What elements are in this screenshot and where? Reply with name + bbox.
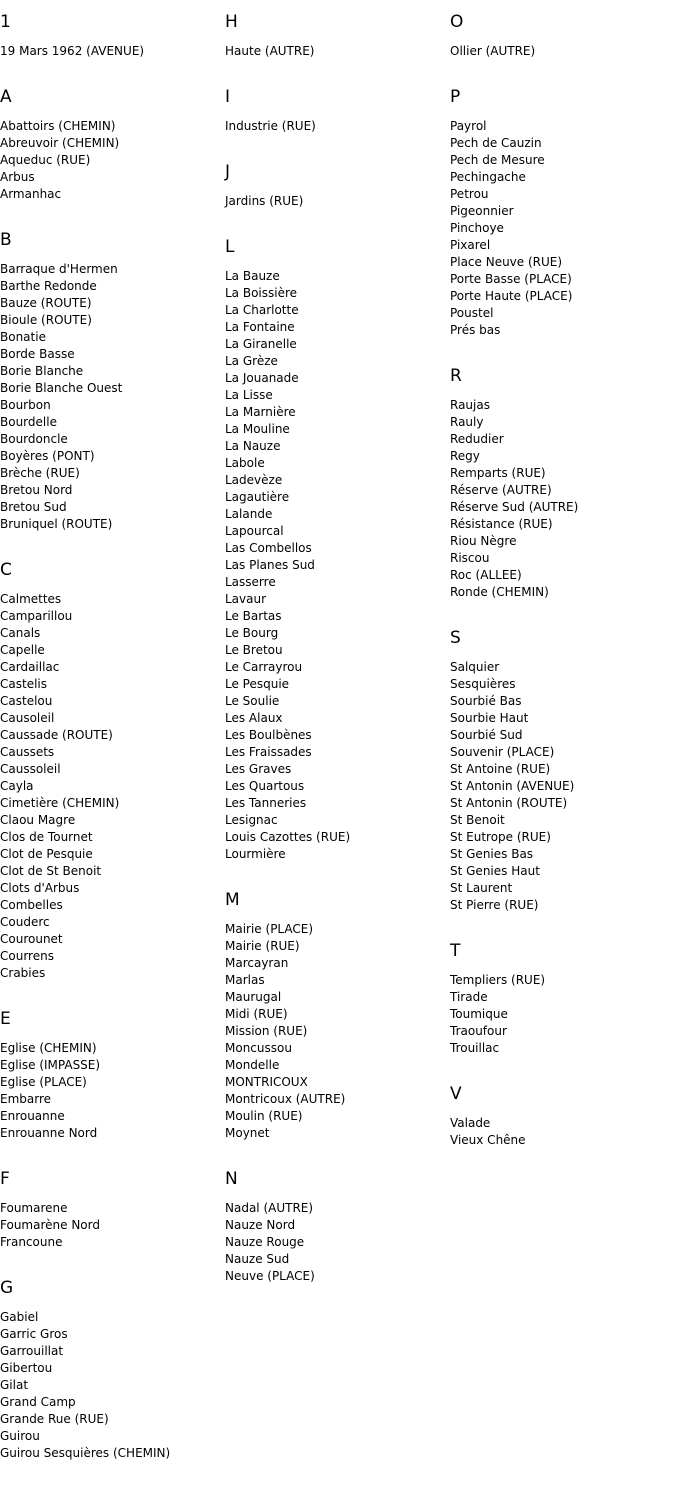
street-link[interactable]: Barraque d'Hermen	[0, 262, 118, 276]
street-list	[450, 1115, 670, 1149]
street-list	[0, 1309, 220, 1462]
street-link[interactable]: Garrouillat	[0, 1344, 64, 1358]
street-link[interactable]: 19 Mars 1962 (AVENUE)	[0, 44, 145, 58]
street-link[interactable]: Clos de Tournet	[0, 830, 93, 844]
section-letter-heading: A	[0, 87, 12, 107]
section-letter-heading: C	[0, 560, 12, 580]
letter-section-o	[450, 11, 670, 60]
street-link[interactable]: Crabies	[0, 966, 46, 980]
street-link[interactable]: Pechingache	[450, 170, 526, 184]
street-link[interactable]: Montricoux (AUTRE)	[225, 1092, 346, 1106]
street-link[interactable]: Bruniquel (ROUTE)	[0, 517, 113, 531]
street-link[interactable]: Vieux Chêne	[450, 1133, 526, 1147]
section-letter-heading: N	[225, 1169, 238, 1189]
section-letter-heading: O	[450, 12, 464, 32]
street-list	[450, 659, 670, 914]
letter-section-j	[225, 161, 445, 210]
street-link[interactable]: Roc (ALLEE)	[450, 568, 522, 582]
street-link[interactable]: Boyères (PONT)	[0, 449, 95, 463]
street-list	[225, 193, 445, 210]
street-link[interactable]: Camparillou	[0, 609, 73, 623]
section-letter-heading: T	[450, 941, 461, 961]
street-link[interactable]: La Charlotte	[225, 303, 299, 317]
street-link[interactable]: Le Pesquie	[225, 677, 290, 691]
street-link[interactable]: Sourbie Haut	[450, 711, 529, 725]
street-link[interactable]: Moynet	[225, 1126, 270, 1140]
section-letter-heading: E	[0, 1009, 11, 1029]
street-link[interactable]: Les Fraissades	[225, 745, 312, 759]
street-list	[0, 1200, 220, 1251]
street-link[interactable]: Ollier (AUTRE)	[450, 44, 536, 58]
street-link[interactable]: Trouillac	[450, 1041, 500, 1055]
street-link[interactable]: Riscou	[450, 551, 490, 565]
street-link[interactable]: Armanhac	[0, 187, 62, 201]
street-link[interactable]: Salquier	[450, 660, 500, 674]
street-link[interactable]: Neuve (PLACE)	[225, 1269, 315, 1283]
letter-section-g	[0, 1277, 220, 1462]
letter-section-p	[450, 86, 670, 339]
street-link[interactable]: Calmettes	[0, 592, 62, 606]
street-link[interactable]: Les Tanneries	[225, 796, 307, 810]
letter-section-l	[225, 236, 445, 863]
section-letter-heading: B	[0, 230, 12, 250]
street-link[interactable]: Borie Blanche Ouest	[0, 381, 123, 395]
street-list	[225, 921, 445, 1142]
street-link[interactable]: Les Alaux	[225, 711, 283, 725]
letter-section-c	[0, 559, 220, 982]
street-link[interactable]: La Boissière	[225, 286, 298, 300]
street-link[interactable]: Courounet	[0, 932, 63, 946]
street-link[interactable]: Tirade	[450, 990, 488, 1004]
street-index-column-1	[0, 11, 220, 1488]
street-link[interactable]: St Genies Bas	[450, 847, 534, 861]
street-link[interactable]: Midi (RUE)	[225, 1007, 288, 1021]
street-link[interactable]: La Marnière	[225, 405, 296, 419]
street-link[interactable]: Lalande	[225, 507, 273, 521]
street-link[interactable]: St Antoine (RUE)	[450, 762, 551, 776]
street-link[interactable]: Pigeonnier	[450, 204, 514, 218]
street-link[interactable]: Enrouanne Nord	[0, 1126, 98, 1140]
street-link[interactable]: Causoleil	[0, 711, 55, 725]
street-link[interactable]: Mission (RUE)	[225, 1024, 308, 1038]
street-link[interactable]: Brèche (RUE)	[0, 466, 80, 480]
street-index-column-2	[225, 11, 445, 1311]
street-link[interactable]: Place Neuve (RUE)	[450, 255, 563, 269]
street-link[interactable]: Cimetière (CHEMIN)	[0, 796, 120, 810]
street-link[interactable]: Rauly	[450, 415, 484, 429]
street-link[interactable]: Le Bartas	[225, 609, 282, 623]
street-link[interactable]: MONTRICOUX	[225, 1075, 308, 1089]
street-link[interactable]: Aqueduc (RUE)	[0, 153, 91, 167]
street-link[interactable]: Nauze Sud	[225, 1252, 290, 1266]
street-link[interactable]: Toumique	[450, 1007, 508, 1021]
street-link[interactable]: St Antonin (ROUTE)	[450, 796, 568, 810]
street-link[interactable]: Guirou Sesquières (CHEMIN)	[0, 1446, 171, 1460]
street-list	[225, 43, 445, 60]
street-link[interactable]: Le Bretou	[225, 643, 283, 657]
street-list	[450, 397, 670, 601]
street-list	[0, 118, 220, 203]
street-link[interactable]: Bioule (ROUTE)	[0, 313, 92, 327]
street-link[interactable]: St Genies Haut	[450, 864, 540, 878]
street-link[interactable]: Pinchoye	[450, 221, 504, 235]
street-link[interactable]: Grande Rue (RUE)	[0, 1412, 109, 1426]
street-link[interactable]: Sourbié Sud	[450, 728, 523, 742]
street-link[interactable]: Le Soulie	[225, 694, 280, 708]
street-link[interactable]: La Mouline	[225, 422, 290, 436]
street-link[interactable]: Bretou Nord	[0, 483, 73, 497]
street-link[interactable]: Gilat	[0, 1378, 29, 1392]
street-link[interactable]: Marcayran	[225, 956, 289, 970]
letter-section-v	[450, 1083, 670, 1149]
street-link[interactable]: Ladevèze	[225, 473, 283, 487]
street-link[interactable]: Couderc	[0, 915, 50, 929]
street-link[interactable]: Petrou	[450, 187, 489, 201]
street-link[interactable]: Lapourcal	[225, 524, 284, 538]
street-link[interactable]: Clot de St Benoit	[0, 864, 102, 878]
section-letter-heading: L	[225, 237, 235, 257]
street-link[interactable]: Bourdelle	[0, 415, 57, 429]
street-link[interactable]: La Giranelle	[225, 337, 297, 351]
street-link[interactable]: Redudier	[450, 432, 504, 446]
street-link[interactable]: Pixarel	[450, 238, 491, 252]
letter-section-m	[225, 889, 445, 1142]
street-link[interactable]: Sesquières	[450, 677, 516, 691]
street-link[interactable]: Abreuvoir (CHEMIN)	[0, 136, 120, 150]
street-link[interactable]: Labole	[225, 456, 265, 470]
street-link[interactable]: Bonatie	[0, 330, 46, 344]
street-link[interactable]: Les Quartous	[225, 779, 305, 793]
street-index-column-3	[450, 11, 670, 1175]
street-list	[450, 43, 670, 60]
street-link[interactable]: Réserve (AUTRE)	[450, 483, 552, 497]
street-list	[450, 118, 670, 339]
street-link[interactable]: Lagautière	[225, 490, 290, 504]
street-link[interactable]: Garric Gros	[0, 1327, 68, 1341]
street-link[interactable]: Foumarène Nord	[0, 1218, 100, 1232]
letter-section-e	[0, 1008, 220, 1142]
letter-section-s	[450, 627, 670, 914]
letter-section-b	[0, 229, 220, 533]
street-link[interactable]: Eglise (PLACE)	[0, 1075, 87, 1089]
street-link[interactable]: Castelou	[0, 694, 53, 708]
street-link[interactable]: Eglise (CHEMIN)	[0, 1041, 97, 1055]
street-link[interactable]: Castelis	[0, 677, 47, 691]
letter-section-n	[225, 1168, 445, 1285]
street-link[interactable]: Traoufour	[450, 1024, 507, 1038]
street-link[interactable]: Las Combellos	[225, 541, 312, 555]
street-link[interactable]: Les Graves	[225, 762, 292, 776]
street-link[interactable]: Lavaur	[225, 592, 267, 606]
street-link[interactable]: Borde Basse	[0, 347, 75, 361]
street-link[interactable]: Clot de Pesquie	[0, 847, 93, 861]
street-link[interactable]: Embarre	[0, 1092, 52, 1106]
street-link[interactable]: Les Boulbènes	[225, 728, 312, 742]
street-list	[450, 972, 670, 1057]
street-link[interactable]: Payrol	[450, 119, 487, 133]
section-letter-heading: V	[450, 1084, 462, 1104]
street-link[interactable]: Haute (AUTRE)	[225, 44, 315, 58]
street-link[interactable]: Foumarene	[0, 1201, 68, 1215]
street-link[interactable]: Remparts (RUE)	[450, 466, 546, 480]
street-link[interactable]: Moncussou	[225, 1041, 292, 1055]
street-list	[225, 1200, 445, 1285]
street-link[interactable]: Combelles	[0, 898, 63, 912]
street-link[interactable]: La Jouanade	[225, 371, 299, 385]
letter-section-i	[225, 86, 445, 135]
street-link[interactable]: Pech de Mesure	[450, 153, 545, 167]
street-link[interactable]: Las Planes Sud	[225, 558, 315, 572]
street-link[interactable]: Regy	[450, 449, 480, 463]
street-link[interactable]: La Grèze	[225, 354, 278, 368]
street-link[interactable]: Louis Cazottes (RUE)	[225, 830, 351, 844]
street-link[interactable]: Francoune	[0, 1235, 63, 1249]
street-link[interactable]: St Laurent	[450, 881, 513, 895]
street-link[interactable]: Caussets	[0, 745, 55, 759]
section-letter-heading: S	[450, 628, 461, 648]
street-link[interactable]: Clots d'Arbus	[0, 881, 80, 895]
street-link[interactable]: Courrens	[0, 949, 54, 963]
letter-section-h	[225, 11, 445, 60]
letter-section-r	[450, 365, 670, 601]
street-link[interactable]: Lourmière	[225, 847, 286, 861]
street-link[interactable]: Le Bourg	[225, 626, 279, 640]
street-link[interactable]: Borie Blanche	[0, 364, 84, 378]
street-link[interactable]: Gabiel	[0, 1310, 39, 1324]
street-link[interactable]: Nauze Nord	[225, 1218, 296, 1232]
street-link[interactable]: Réserve Sud (AUTRE)	[450, 500, 579, 514]
street-link[interactable]: St Eutrope (RUE)	[450, 830, 551, 844]
street-link[interactable]: Le Carrayrou	[225, 660, 303, 674]
letter-section-a	[0, 86, 220, 203]
street-link[interactable]: Enrouanne	[0, 1109, 65, 1123]
street-link[interactable]: Lasserre	[225, 575, 276, 589]
street-link[interactable]: La Fontaine	[225, 320, 295, 334]
street-link[interactable]: Jardins (RUE)	[225, 194, 304, 208]
street-link[interactable]: Capelle	[0, 643, 45, 657]
street-link[interactable]: Nauze Rouge	[225, 1235, 305, 1249]
letter-section-f	[0, 1168, 220, 1251]
section-letter-heading: M	[225, 890, 240, 910]
street-link[interactable]: Résistance (RUE)	[450, 517, 553, 531]
street-link[interactable]: Barthe Redonde	[0, 279, 97, 293]
street-link[interactable]: Raujas	[450, 398, 490, 412]
street-link[interactable]: Lesignac	[225, 813, 278, 827]
street-link[interactable]: Caussoleil	[0, 762, 61, 776]
street-link[interactable]: Abattoirs (CHEMIN)	[0, 119, 116, 133]
street-list	[225, 118, 445, 135]
street-link[interactable]: Industrie (RUE)	[225, 119, 316, 133]
street-link[interactable]: Valade	[450, 1116, 491, 1130]
street-link[interactable]: Guirou	[0, 1429, 40, 1443]
street-list	[0, 1040, 220, 1142]
street-link[interactable]: Bourdoncle	[0, 432, 68, 446]
street-link[interactable]: Maurugal	[225, 990, 282, 1004]
section-letter-heading: P	[450, 87, 461, 107]
street-link[interactable]: Canals	[0, 626, 41, 640]
street-list	[0, 261, 220, 533]
street-link[interactable]: Bourbon	[0, 398, 51, 412]
street-link[interactable]: St Pierre (RUE)	[450, 898, 539, 912]
section-letter-heading: 1	[0, 12, 11, 32]
street-link[interactable]: Gibertou	[0, 1361, 53, 1375]
street-link[interactable]: Cayla	[0, 779, 34, 793]
street-link[interactable]: La Bauze	[225, 269, 280, 283]
street-link[interactable]: Prés bas	[450, 323, 501, 337]
street-link[interactable]: Souvenir (PLACE)	[450, 745, 555, 759]
section-letter-heading: F	[0, 1169, 10, 1189]
street-link[interactable]: Grand Camp	[0, 1395, 76, 1409]
letter-section-1	[0, 11, 220, 60]
street-link[interactable]: Porte Basse (PLACE)	[450, 272, 572, 286]
street-link[interactable]: Porte Haute (PLACE)	[450, 289, 573, 303]
street-link[interactable]: Templiers (RUE)	[450, 973, 546, 987]
section-letter-heading: R	[450, 366, 462, 386]
street-link[interactable]: Bretou Sud	[0, 500, 67, 514]
letter-section-t	[450, 940, 670, 1057]
street-link[interactable]: Arbus	[0, 170, 35, 184]
street-link[interactable]: Claou Magre	[0, 813, 76, 827]
street-link[interactable]: La Lisse	[225, 388, 273, 402]
street-list	[0, 43, 220, 60]
section-letter-heading: J	[225, 162, 231, 182]
street-link[interactable]: Mairie (RUE)	[225, 939, 300, 953]
street-link[interactable]: La Nauze	[225, 439, 281, 453]
street-link[interactable]: Bauze (ROUTE)	[0, 296, 92, 310]
street-link[interactable]: Mondelle	[225, 1058, 280, 1072]
street-link[interactable]: Marlas	[225, 973, 265, 987]
section-letter-heading: G	[0, 1278, 14, 1298]
street-link[interactable]: Poustel	[450, 306, 494, 320]
street-link[interactable]: Eglise (IMPASSE)	[0, 1058, 101, 1072]
street-link[interactable]: Mairie (PLACE)	[225, 922, 314, 936]
section-letter-heading: I	[225, 87, 231, 107]
street-link[interactable]: Pech de Cauzin	[450, 136, 542, 150]
street-list	[0, 591, 220, 982]
street-link[interactable]: Nadal (AUTRE)	[225, 1201, 314, 1215]
section-letter-heading: H	[225, 12, 238, 32]
street-link[interactable]: St Benoit	[450, 813, 505, 827]
street-link[interactable]: Moulin (RUE)	[225, 1109, 303, 1123]
street-link[interactable]: Caussade (ROUTE)	[0, 728, 113, 742]
street-link[interactable]: Riou Nègre	[450, 534, 517, 548]
street-list	[225, 268, 445, 863]
street-link[interactable]: Ronde (CHEMIN)	[450, 585, 549, 599]
street-link[interactable]: St Antonin (AVENUE)	[450, 779, 575, 793]
street-link[interactable]: Cardaillac	[0, 660, 60, 674]
street-link[interactable]: Sourbié Bas	[450, 694, 522, 708]
